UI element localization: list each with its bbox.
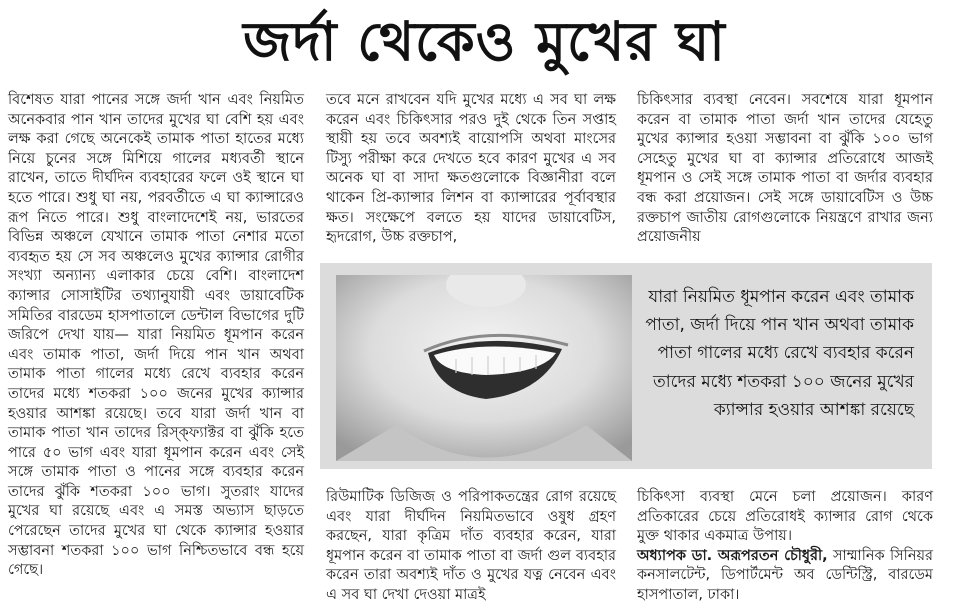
column-3-bottom-text — [637, 488, 933, 606]
author-title: সাম্মানিক সিনিয়র কনসালটেন্ট, ডিপার্টমেন্ট অব ডেন্টিস্ট্রি, বারডেম হাসপাতাল, ঢাকা। — [637, 547, 934, 603]
column-3-bottom-body: চিকিৎসা ব্যবস্থা মেনে চলা প্রয়োজন। কারণ প্রতিকারের চেয়ে প্রতিরোধই ক্যান্সার রোগ থেকে মুক্ত থাকার একমাত্র উপায়। — [637, 489, 933, 545]
article-column-3-bottom — [637, 488, 933, 606]
column-1-text: বিশেষত যারা পানের সঙ্গে জর্দা খান এবং নিয়মিত অনেকবার পান খান তাদের মুখের ঘা বেশি হয় এবং লক্ষ করা গেছে অনেকেই তামাক পাতা হাতের মধ্যে নিয়ে চুনের সঙ্গে মিশিয়ে গালের মধ্যবর্তী স্থানে রাখেন, তাতে দীর্ঘদিন ব্যবহারের ফলে ওই স্থানে ঘা হতে পারে। শুধু ঘা নয়, পরবর্তীতে এ ঘা ক্যান্সারেও রূপ নিতে পারে। শুধু বাংলাদেশেই নয়, ভারতের বিভিন্ন অঞ্চলে যেখানে তামাক পাতা নেশার মতো ব্যবহৃত হয় সে সব অঞ্চলেও মুখের ক্যান্সার রোগীর সংখ্যা অন্যান্য এলাকার চেয়ে বেশি। বাংলাদেশ ক্যান্সার সোসাইটির তথ্যানুযায়ী এবং ডায়াবেটিক সমিতির বারডেম হাসপাতালে ডেন্টাল বিভাগের দুটি জরিপে দেখা যায়— যারা নিয়মিত ধূমপান করেন এবং তামাক পাতা, জর্দা দিয়ে পান খান অথবা তামাক পাতা গালের মধ্যে রেখে ব্যবহার করেন তাদের মধ্যে শতকরা ১০০ জনের মুখের ক্যান্সার হওয়ার আশঙ্কা রয়েছে। তবে যারা জর্দা খান বা তামাক পাতা খান তাদের রিস্ক্ফ্যাক্টর বা ঝুঁকি হতে পারে ৫০ ভাগ এবং যারা ধূমপান করেন এবং সেই সঙ্গে তামাক পাতা ও পানের সঙ্গে ব্যবহার করেন তাদের ঝুঁকি শতকরা ১০০ ভাগ। সুতরাং যাদের মুখের ঘা রয়েছে এবং এ সমস্ত অভ্যাস ছাড়তে পেরেছেন তাদের মুখের ঘা থেকে ক্যান্সার হওয়ার সম্ভাবনা শতকরা ১০০ ভাগ নিশ্চিতভাবে বন্ধ হয়ে গেছে। — [8, 92, 304, 579]
column-2-bottom-text: রিউমাটিক ডিজিজ ও পরিপাকতন্ত্রের রোগ রয়েছে এবং যারা দীর্ঘদিন নিয়মিতভাবে ওষুধ গ্রহণ করছেন, যারা কৃত্রিম দাঁত ব্যবহার করেন, যারা ধূমপান করেন বা তামাক পাতা বা জর্দা গুল ব্যবহার করেন তারা অবশ্যই দাঁত ও মুখের যত্ন নেবেন এবং এ সব ঘা দেখা দেওয়া মাত্রই — [326, 489, 616, 603]
pull-quote-box — [320, 263, 932, 469]
column-2-top-text: তবে মনে রাখবেন যদি মুখের মধ্যে এ সব ঘা লক্ষ করেন এবং চিকিৎসার পরও দুই থেকে তিন সপ্তাহ স্থায়ী হয় তবে অবশ্যই বায়োপসি অথবা মাংসের টিস্যু পরীক্ষা করে দেখতে হবে কারণ মুখের এ সব অনেক ঘা বা সাদা ক্ষতগুলোকে বিজ্ঞানীরা বলে থাকেন প্রি-ক্যান্সার লিশন বা ক্যান্সারের পূর্বাবস্থার ক্ষত। সংক্ষেপে বলতে হয় যাদের ডায়াবেটিস, হৃদরোগ, উচ্চ রক্তচাপ, — [326, 92, 616, 246]
article-column-1 — [8, 91, 304, 581]
article-column-2-top — [326, 91, 616, 248]
column-3-top-text: চিকিৎসার ব্যবস্থা নেবেন। সবশেষে যারা ধূমপান করেন বা তামাক পাতা জর্দা খান তাদের যেহেতু মুখের ক্যান্সার হওয়া সম্ভাবনা বা ঝুঁকি ১০০ ভাগ সেহেতু মুখের ঘা বা ক্যান্সার প্রতিরোধে আজই ধূমপান ও সেই সঙ্গে তামাক পাতা বা জর্দার ব্যবহার বন্ধ করা প্রয়োজন। সেই সঙ্গে ডায়াবেটিস ও উচ্চ রক্তচাপ জাতীয় রোগগুলোকে নিয়ন্ত্রণে রাখার জন্য প্রয়োজনীয় — [637, 92, 933, 246]
article-headline: জর্দা থেকেও মুখের ঘা — [243, 9, 726, 73]
article-column-3-top — [637, 91, 933, 248]
article-column-2-bottom — [326, 488, 616, 606]
smiling-face-photo — [336, 275, 632, 461]
author-name: অধ্যাপক ডা. অরূপরতন চৌধুরী, — [637, 547, 828, 564]
pull-quote-text: যারা নিয়মিত ধূমপান করেন এবং তামাক পাতা, জর্দা দিয়ে পান খান অথবা তামাক পাতা গালের মধ্যে রেখে ব্যবহার করেন তাদের মধ্যে শতকরা ১০০ জনের মুখের ক্যান্সার হওয়ার আশঙ্কা রয়েছে — [645, 287, 914, 420]
